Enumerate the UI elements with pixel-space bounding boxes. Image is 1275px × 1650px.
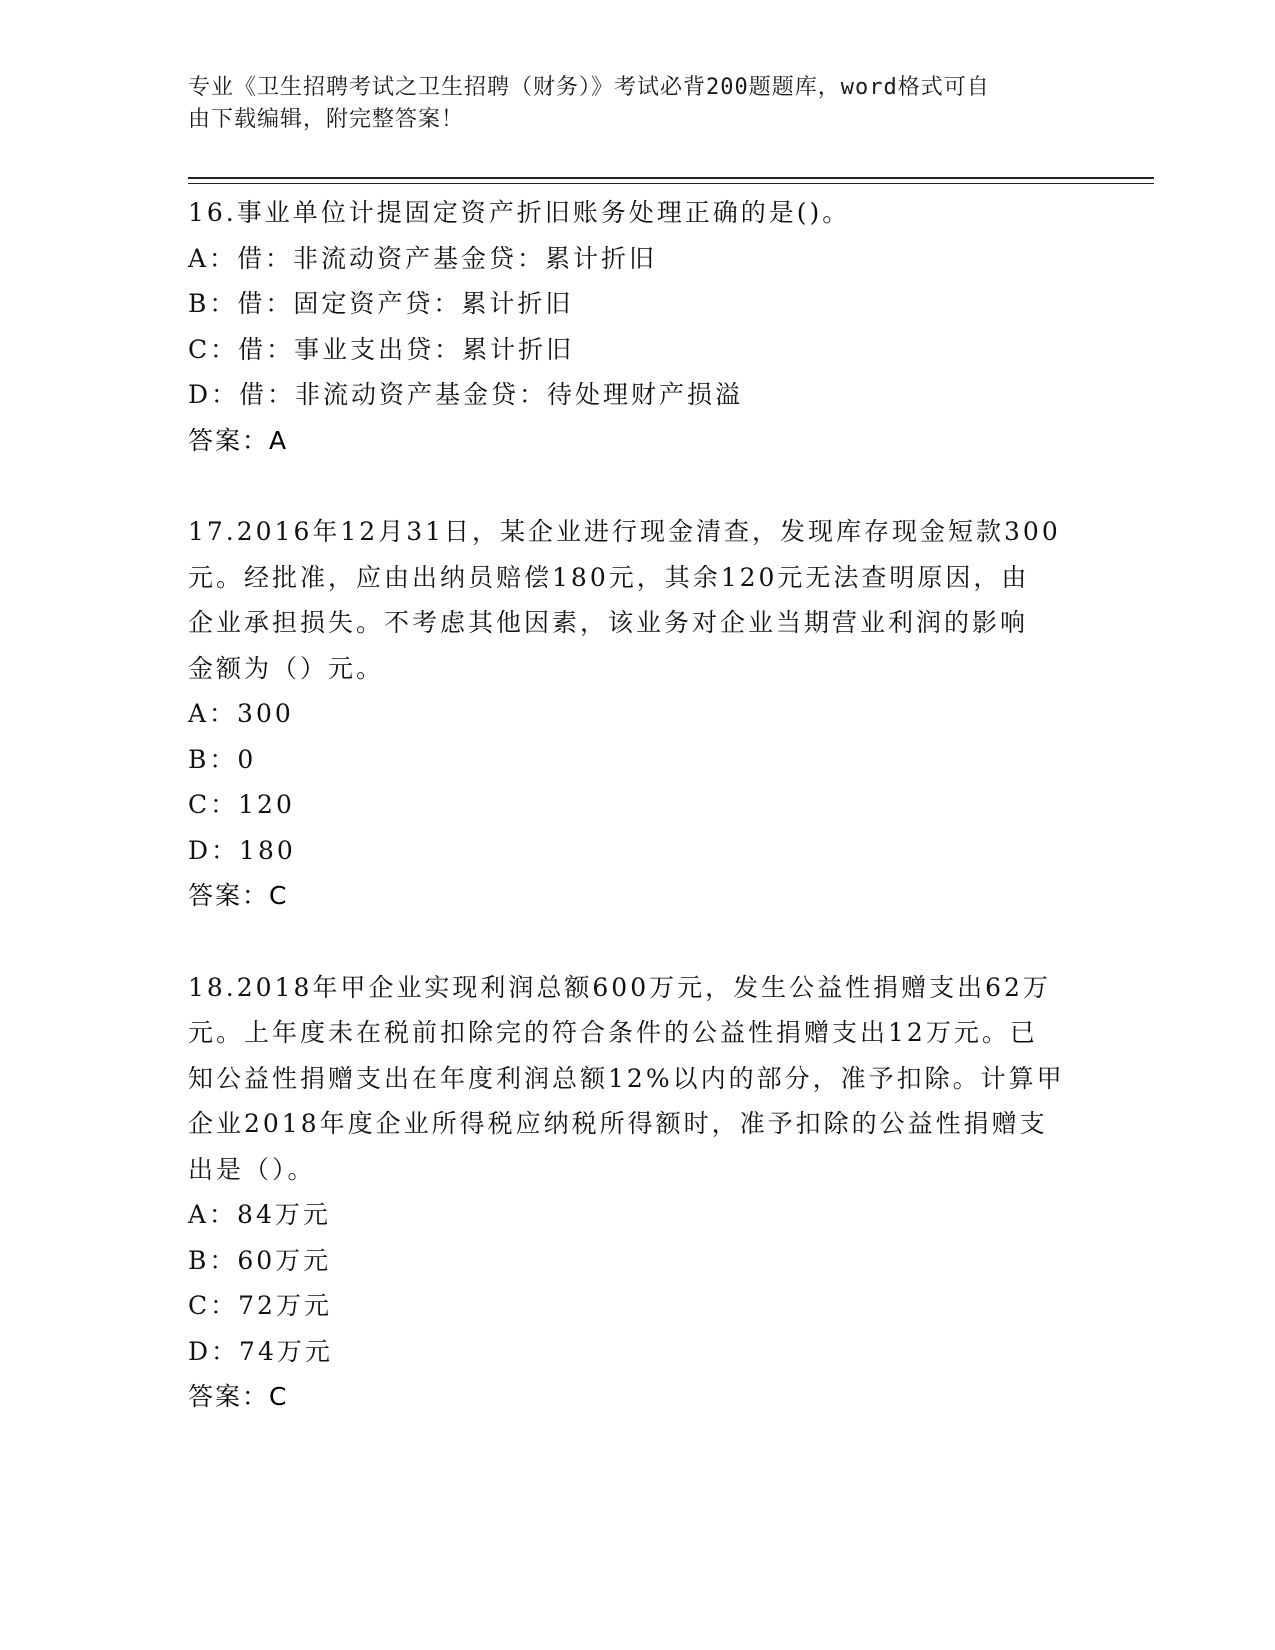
answer-line: 答案：C bbox=[188, 881, 289, 910]
option-a: A：84万元 bbox=[188, 1200, 331, 1229]
question-18 bbox=[188, 965, 1088, 1420]
question-16 bbox=[188, 190, 1088, 463]
option-c: C：借：事业支出贷：累计折旧 bbox=[188, 334, 575, 364]
option-b: B：借：固定资产贷：累计折旧 bbox=[188, 289, 574, 318]
stem-line: 企业2018年度企业所得税应纳税所得额时，准予扣除的公益性捐赠支 bbox=[188, 1109, 1048, 1138]
stem-line: 元。上年度未在税前扣除完的符合条件的公益性捐赠支出12万元。已 bbox=[188, 1018, 1038, 1047]
stem-line: 元。经批准，应由出纳员赔偿180元，其余120元无法查明原因，由 bbox=[188, 562, 1030, 592]
answer-line: 答案：C bbox=[188, 1382, 289, 1411]
option-c: C：72万元 bbox=[188, 1291, 332, 1320]
question-stem bbox=[188, 965, 1088, 1193]
header-divider-thick bbox=[188, 177, 1154, 179]
option-d: D：180 bbox=[188, 835, 296, 865]
stem-line: 17.2016年12月31日，某企业进行现金清查，发现库存现金短款300 bbox=[188, 517, 1061, 546]
question-stem bbox=[188, 509, 1088, 691]
option-d: D：74万元 bbox=[188, 1336, 333, 1366]
option-a: A：300 bbox=[188, 699, 294, 728]
header-line-2: 由下载编辑，附完整答案！ bbox=[188, 107, 465, 132]
answer-line: 答案：A bbox=[188, 425, 289, 455]
option-b: B：60万元 bbox=[188, 1245, 332, 1275]
header-line-1: 专业《卫生招聘考试之卫生招聘（财务）》考试必背200题题库，word格式可自 bbox=[188, 75, 990, 100]
document-header bbox=[188, 72, 1068, 136]
stem-line: 18.2018年甲企业实现利润总额600万元，发生公益性捐赠支出62万 bbox=[188, 972, 1051, 1002]
stem-line: 知公益性捐赠支出在年度利润总额12%以内的部分，准予扣除。计算甲 bbox=[188, 1063, 1065, 1093]
option-b: B：0 bbox=[188, 744, 257, 774]
stem-line: 出是（）。 bbox=[188, 1154, 316, 1184]
question-stem bbox=[188, 190, 1088, 236]
question-17 bbox=[188, 509, 1088, 919]
option-c: C：120 bbox=[188, 790, 295, 819]
question-list bbox=[188, 190, 1088, 1466]
stem-line: 金额为（）元。 bbox=[188, 653, 385, 683]
header-divider-thin bbox=[188, 183, 1154, 184]
option-d: D：借：非流动资产基金贷：待处理财产损溢 bbox=[188, 380, 744, 409]
stem-line: 16.事业单位计提固定资产折旧账务处理正确的是()。 bbox=[188, 198, 851, 227]
option-a: A：借：非流动资产基金贷：累计折旧 bbox=[188, 243, 658, 273]
stem-line: 企业承担损失。不考虑其他因素，该业务对企业当期营业利润的影响 bbox=[188, 608, 1029, 637]
